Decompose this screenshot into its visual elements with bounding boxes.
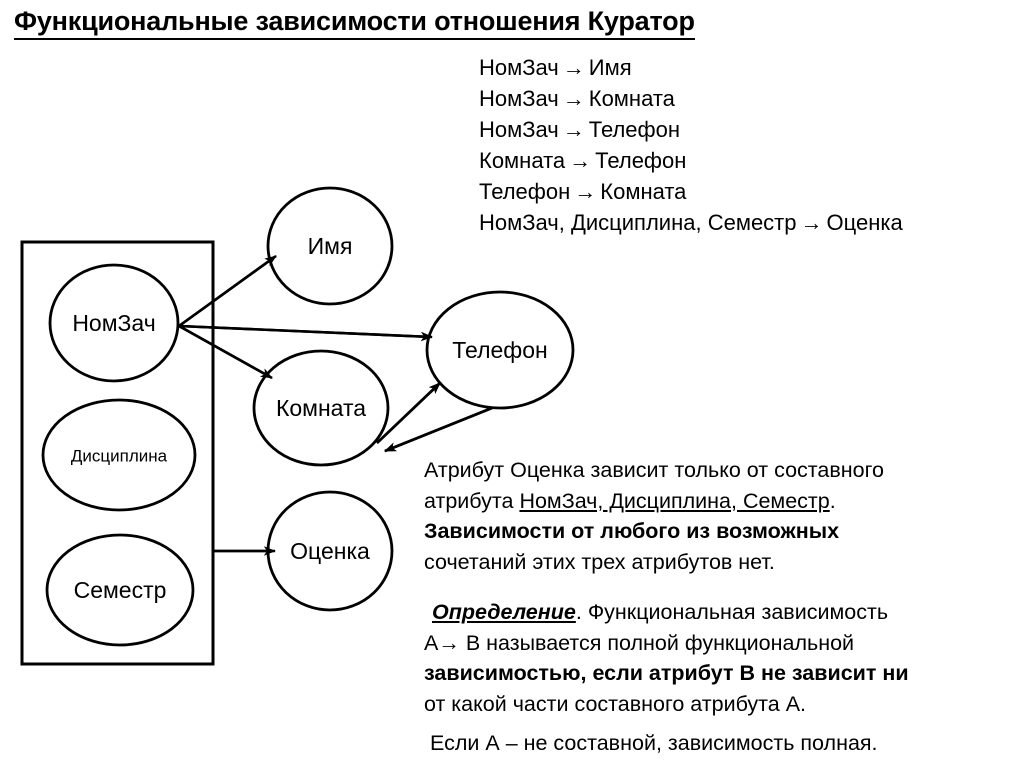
node-komnata bbox=[254, 351, 388, 465]
page-title: Функциональные зависимости отношения Куратор bbox=[14, 5, 695, 40]
fd-left: НомЗач bbox=[479, 86, 559, 111]
fd-left: Комната bbox=[479, 148, 566, 173]
note-non-composite bbox=[430, 728, 878, 759]
note-line-suffix: . bbox=[829, 488, 836, 513]
fd-left: НомЗач, Дисциплина, Семестр bbox=[479, 210, 797, 235]
node-disciplina-label: Дисциплина bbox=[70, 446, 168, 466]
node-nomzach bbox=[50, 265, 178, 381]
node-semestr-label: Семестр bbox=[73, 577, 167, 604]
note-line-emphasis: Зависимости от любого из возможных bbox=[424, 519, 840, 543]
node-imya-label: Имя bbox=[307, 233, 353, 260]
note-line: Если А – не составной, зависимость полная. bbox=[430, 731, 878, 755]
list-item bbox=[479, 145, 1024, 176]
edge-nomzach-komnata bbox=[179, 326, 272, 378]
edge-nomzach-telefon bbox=[179, 326, 432, 337]
composite-attribute-name: НомЗач, Дисциплина, Семестр bbox=[519, 488, 830, 513]
node-ocenka bbox=[268, 492, 392, 610]
list-item bbox=[479, 83, 1024, 114]
list-item bbox=[479, 176, 1024, 207]
note-composite-attribute bbox=[424, 455, 884, 577]
list-item bbox=[479, 114, 1024, 145]
arrow-icon: → bbox=[800, 210, 823, 235]
node-telefon-shape bbox=[427, 292, 573, 408]
fd-right: Комната bbox=[600, 179, 687, 204]
node-komnata-label: Комната bbox=[275, 395, 367, 422]
definition-term-suffix: . bbox=[575, 600, 582, 624]
fd-left: НомЗач bbox=[479, 117, 559, 142]
node-ocenka-label: Оценка bbox=[290, 538, 370, 565]
arrow-icon: → bbox=[574, 179, 597, 204]
node-disciplina bbox=[43, 400, 195, 510]
node-imya-shape bbox=[268, 188, 392, 304]
node-komnata-shape bbox=[254, 351, 388, 465]
fd-right: Телефон bbox=[588, 117, 681, 142]
definition-lead: Функциональная зависимость bbox=[581, 600, 889, 624]
definition-block bbox=[424, 597, 909, 719]
fd-right: Комната bbox=[588, 86, 675, 111]
node-semestr bbox=[47, 535, 193, 645]
note-line-prefix: атрибута bbox=[424, 488, 520, 513]
functional-dependency-list bbox=[479, 52, 1024, 238]
node-imya bbox=[268, 188, 392, 304]
arrow-icon: → bbox=[562, 55, 585, 80]
definition-term: Определение bbox=[432, 600, 576, 624]
fd-left: НомЗач bbox=[479, 55, 559, 80]
definition-first-line bbox=[424, 597, 909, 628]
arrow-icon: → bbox=[562, 117, 585, 142]
edge-telefon-komnata bbox=[385, 408, 492, 451]
fd-right: Оценка bbox=[826, 210, 903, 235]
list-item bbox=[479, 207, 1024, 238]
definition-line: А→ В называется полной функциональной bbox=[424, 630, 855, 655]
note-line: сочетаний этих трех атрибутов нет. bbox=[424, 549, 775, 574]
node-telefon-label: Телефон bbox=[452, 337, 548, 364]
node-ocenka-shape bbox=[268, 492, 392, 610]
arrow-icon: → bbox=[562, 86, 585, 111]
fd-left: Телефон bbox=[479, 179, 571, 204]
node-nomzach-label: НомЗач bbox=[72, 310, 156, 337]
definition-line: от какой части составного атрибута А. bbox=[424, 691, 807, 716]
node-nomzach-shape bbox=[50, 265, 178, 381]
fd-right: Телефон bbox=[595, 148, 687, 173]
fd-right: Имя bbox=[588, 55, 632, 80]
note-line: Атрибут Оценка зависит только от составного bbox=[424, 458, 884, 482]
arrow-icon: → bbox=[569, 148, 592, 173]
node-disciplina-shape bbox=[43, 400, 195, 510]
definition-line-emphasis: зависимостью, если атрибут В не зависит ни bbox=[424, 661, 909, 685]
node-semestr-shape bbox=[47, 535, 193, 645]
list-item bbox=[479, 52, 1024, 83]
edge-nomzach-imya bbox=[179, 256, 276, 326]
note-line bbox=[424, 486, 884, 517]
node-telefon bbox=[427, 292, 573, 408]
